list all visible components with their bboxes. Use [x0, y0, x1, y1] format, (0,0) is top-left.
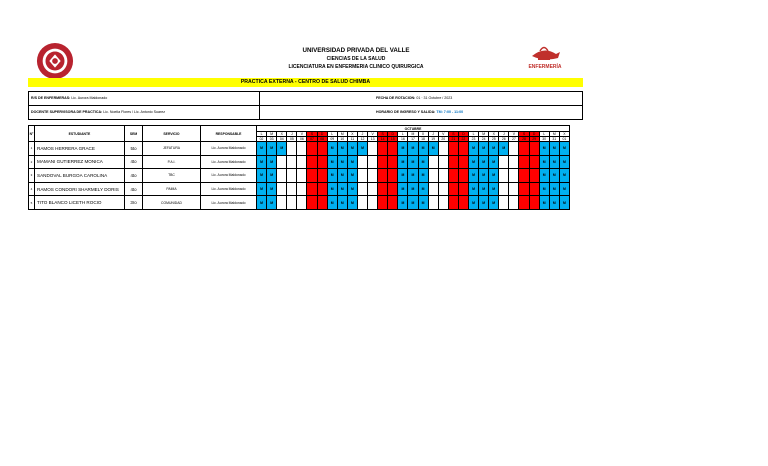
rest-day-cell: [448, 142, 458, 156]
shift-cell: M: [559, 169, 569, 183]
table-row: [29, 182, 570, 196]
empty-day-cell: [277, 155, 287, 169]
empty-day-cell: [357, 182, 367, 196]
rest-day-cell: [317, 142, 327, 156]
day-number: 02: [257, 137, 267, 142]
shift-cell: M: [559, 196, 569, 210]
rest-day-cell: [458, 155, 468, 169]
university-title: UNIVERSIDAD PRIVADA DEL VALLE: [302, 47, 410, 54]
empty-day-cell: [509, 196, 519, 210]
rest-day-cell: [317, 155, 327, 169]
shift-cell: M: [267, 182, 277, 196]
shift-cell: M: [347, 142, 357, 156]
rest-day-cell: [529, 142, 539, 156]
day-letter: M: [549, 132, 559, 137]
day-number: 26: [499, 137, 509, 142]
rest-day-cell: [448, 169, 458, 183]
empty-day-cell: [438, 196, 448, 210]
service-name: COMUNIDAD: [143, 196, 201, 210]
day-number: 01: [559, 137, 569, 142]
shift-cell: M: [539, 182, 549, 196]
service-name: TBC: [143, 169, 201, 183]
empty-day-cell: [277, 196, 287, 210]
day-letter: V: [438, 132, 448, 137]
row-number: 4: [29, 182, 35, 196]
shift-cell: M: [468, 169, 478, 183]
rest-day-cell: [307, 196, 317, 210]
rest-day-cell: [317, 182, 327, 196]
day-letter: D: [458, 132, 468, 137]
shift-cell: M: [468, 155, 478, 169]
rest-day-cell: [378, 142, 388, 156]
rest-day-cell: [458, 169, 468, 183]
date-value: 01 · 31 Octubre / 2023: [416, 96, 453, 100]
day-letter: M: [267, 132, 277, 137]
shift-cell: M: [337, 196, 347, 210]
shift-cell: M: [549, 169, 559, 183]
empty-day-cell: [357, 155, 367, 169]
empty-day-cell: [297, 142, 307, 156]
student-name: TITO BLANCO LICETH ROCIO: [35, 196, 125, 210]
shift-cell: M: [468, 142, 478, 156]
shift-cell: M: [347, 169, 357, 183]
day-number: 16: [398, 137, 408, 142]
student-name: RAMOS HERRERA GRACE: [35, 142, 125, 156]
shift-cell: M: [418, 182, 428, 196]
hours-label: HORARIO DE INGRESO Y SALIDA:: [376, 110, 436, 114]
shift-cell: M: [408, 169, 418, 183]
shift-cell: M: [257, 169, 267, 183]
hours-info: [376, 110, 463, 114]
empty-day-cell: [428, 155, 438, 169]
day-letter: X: [418, 132, 428, 137]
shift-cell: M: [489, 169, 499, 183]
day-number: 11: [347, 137, 357, 142]
shift-cell: M: [337, 155, 347, 169]
rest-day-cell: [529, 169, 539, 183]
service-name: P.A.I.: [143, 155, 201, 169]
shift-cell: M: [418, 155, 428, 169]
table-row: [29, 142, 570, 156]
responsible-name: Lic. Aurora Maldonado: [201, 196, 257, 210]
empty-day-cell: [287, 142, 297, 156]
responsible-name: Lic. Aurora Maldonado: [201, 155, 257, 169]
tutor-value: Lic. Aurora Maldonado: [71, 96, 108, 100]
row-number: 5: [29, 196, 35, 210]
rest-day-cell: [307, 169, 317, 183]
day-letter: L: [468, 132, 478, 137]
day-letter: D: [388, 132, 398, 137]
empty-day-cell: [499, 196, 509, 210]
empty-day-cell: [438, 155, 448, 169]
student-header: ESTUDIANTE: [35, 126, 125, 142]
student-semester: 4to: [125, 155, 143, 169]
shift-cell: M: [479, 196, 489, 210]
shift-cell: M: [327, 169, 337, 183]
rest-day-cell: [378, 182, 388, 196]
day-letter: V: [297, 132, 307, 137]
empty-day-cell: [438, 169, 448, 183]
student-name: SANDOVAL BURGOA CAROLINA: [35, 169, 125, 183]
day-number: 28: [519, 137, 529, 142]
empty-day-cell: [438, 182, 448, 196]
shift-cell: M: [489, 196, 499, 210]
day-letter: L: [539, 132, 549, 137]
day-number: 10: [337, 137, 347, 142]
day-number: 12: [357, 137, 367, 142]
day-letter: J: [499, 132, 509, 137]
day-letter: M: [408, 132, 418, 137]
shift-cell: M: [418, 169, 428, 183]
sem-header: SEM: [125, 126, 143, 142]
shift-cell: M: [539, 155, 549, 169]
service-name: JEFATURA: [143, 142, 201, 156]
day-number: 18: [418, 137, 428, 142]
empty-day-cell: [499, 182, 509, 196]
rest-day-cell: [378, 155, 388, 169]
row-number: 1: [29, 142, 35, 156]
shift-cell: M: [398, 182, 408, 196]
shift-cell: M: [559, 155, 569, 169]
rest-day-cell: [388, 155, 398, 169]
shift-cell: M: [398, 169, 408, 183]
shift-cell: M: [468, 182, 478, 196]
empty-day-cell: [509, 169, 519, 183]
rest-day-cell: [448, 155, 458, 169]
day-number: 17: [408, 137, 418, 142]
empty-day-cell: [509, 155, 519, 169]
practice-banner: PRACTICA EXTERNA - CENTRO DE SALUD CHIMBA: [28, 78, 583, 87]
rest-day-cell: [458, 182, 468, 196]
shift-cell: M: [257, 182, 267, 196]
day-number: 24: [479, 137, 489, 142]
day-letter: L: [327, 132, 337, 137]
shift-cell: M: [408, 155, 418, 169]
shift-cell: M: [257, 196, 267, 210]
day-number: 03: [267, 137, 277, 142]
day-letter: X: [277, 132, 287, 137]
shift-cell: M: [499, 142, 509, 156]
day-number: 23: [468, 137, 478, 142]
shift-cell: M: [559, 142, 569, 156]
shift-cell: M: [267, 155, 277, 169]
empty-day-cell: [357, 169, 367, 183]
responsible-name: Lic. Aurora Maldonado: [201, 182, 257, 196]
day-letter: M: [479, 132, 489, 137]
day-letter: S: [378, 132, 388, 137]
shift-cell: M: [398, 196, 408, 210]
rest-day-cell: [519, 196, 529, 210]
empty-day-cell: [428, 182, 438, 196]
empty-day-cell: [297, 196, 307, 210]
shift-cell: M: [327, 155, 337, 169]
shift-cell: M: [559, 182, 569, 196]
day-number: 20: [438, 137, 448, 142]
faculty-title: CIENCIAS DE LA SALUD: [326, 56, 386, 62]
shift-cell: M: [337, 169, 347, 183]
rest-day-cell: [317, 169, 327, 183]
day-letter: M: [337, 132, 347, 137]
shift-cell: M: [267, 142, 277, 156]
tutor-info: [31, 96, 107, 100]
day-number: 09: [327, 137, 337, 142]
shift-cell: M: [347, 182, 357, 196]
student-name: RAMOS CONDORI SHARMELY DORIS: [35, 182, 125, 196]
empty-day-cell: [297, 169, 307, 183]
day-number: 25: [489, 137, 499, 142]
day-letter: S: [448, 132, 458, 137]
shift-cell: M: [267, 196, 277, 210]
responsible-name: Lic. Aurora Maldonado: [201, 142, 257, 156]
shift-cell: M: [549, 155, 559, 169]
rest-day-cell: [378, 196, 388, 210]
shift-cell: M: [398, 155, 408, 169]
day-letter: L: [398, 132, 408, 137]
shift-cell: M: [408, 196, 418, 210]
day-letter: S: [307, 132, 317, 137]
shift-cell: M: [257, 155, 267, 169]
responsible-header: RESPONSABLE: [201, 126, 257, 142]
day-letter: X: [559, 132, 569, 137]
day-letter: D: [529, 132, 539, 137]
student-semester: 3ro: [125, 196, 143, 210]
day-letter: V: [509, 132, 519, 137]
date-label: FECHA DE ROTACION:: [376, 96, 416, 100]
shift-cell: M: [347, 155, 357, 169]
empty-day-cell: [297, 182, 307, 196]
rest-day-cell: [307, 182, 317, 196]
university-seal-logo: [36, 42, 74, 80]
empty-day-cell: [277, 169, 287, 183]
rest-day-cell: [519, 182, 529, 196]
shift-cell: M: [408, 182, 418, 196]
shift-cell: M: [327, 196, 337, 210]
row-number: 3: [29, 169, 35, 183]
docente-info: [31, 110, 165, 114]
empty-day-cell: [368, 155, 378, 169]
shift-cell: M: [327, 142, 337, 156]
day-number: 13: [368, 137, 378, 142]
shift-cell: M: [479, 169, 489, 183]
day-number: 21: [448, 137, 458, 142]
day-number: 05: [287, 137, 297, 142]
shift-cell: M: [337, 182, 347, 196]
student-semester: 4to: [125, 182, 143, 196]
day-letter: S: [519, 132, 529, 137]
rest-day-cell: [388, 169, 398, 183]
rest-day-cell: [529, 182, 539, 196]
rest-day-cell: [519, 142, 529, 156]
shift-cell: M: [277, 142, 287, 156]
shift-cell: M: [418, 196, 428, 210]
empty-day-cell: [277, 182, 287, 196]
rest-day-cell: [388, 182, 398, 196]
day-number: 14: [378, 137, 388, 142]
docente-value: Lic. Noelia Flores / Lic. Antonio Suarez: [103, 110, 166, 114]
empty-day-cell: [368, 182, 378, 196]
empty-day-cell: [297, 155, 307, 169]
empty-day-cell: [368, 169, 378, 183]
service-header: SERVICIO: [143, 126, 201, 142]
day-number: 22: [458, 137, 468, 142]
empty-day-cell: [428, 169, 438, 183]
shift-cell: M: [398, 142, 408, 156]
rest-day-cell: [519, 169, 529, 183]
shift-cell: M: [539, 196, 549, 210]
shift-cell: M: [479, 182, 489, 196]
empty-day-cell: [428, 196, 438, 210]
rest-day-cell: [317, 196, 327, 210]
rest-day-cell: [307, 142, 317, 156]
responsible-name: Lic. Aurora Maldonado: [201, 169, 257, 183]
row-number: 2: [29, 155, 35, 169]
student-name: MAMANI GUTIERREZ MONICA: [35, 155, 125, 169]
empty-day-cell: [287, 182, 297, 196]
shift-cell: M: [539, 169, 549, 183]
rest-day-cell: [448, 196, 458, 210]
rotation-schedule-table: [28, 125, 570, 210]
rest-day-cell: [307, 155, 317, 169]
empty-day-cell: [287, 169, 297, 183]
nursing-logo-text: ENFERMERÍA: [528, 64, 562, 70]
shift-cell: M: [408, 142, 418, 156]
docente-label: DOCENTE SUPERVISORA DE PRACTICA:: [31, 110, 103, 114]
rest-day-cell: [378, 169, 388, 183]
empty-day-cell: [368, 142, 378, 156]
shift-cell: M: [428, 142, 438, 156]
empty-day-cell: [509, 142, 519, 156]
day-letter: J: [357, 132, 367, 137]
day-number: 07: [307, 137, 317, 142]
day-letter: X: [347, 132, 357, 137]
shift-cell: M: [347, 196, 357, 210]
hours-value: TM: 7:00 - 11:00: [436, 110, 464, 114]
empty-day-cell: [509, 182, 519, 196]
nursing-lamp-logo: [520, 42, 568, 78]
shift-cell: M: [479, 155, 489, 169]
shift-cell: M: [549, 182, 559, 196]
student-semester: 5to: [125, 142, 143, 156]
shift-cell: M: [357, 142, 367, 156]
day-number: 30: [539, 137, 549, 142]
shift-cell: M: [549, 142, 559, 156]
program-title: LICENCIATURA EN ENFERMERIA CLINICO QUIRURGICA: [288, 64, 424, 70]
empty-day-cell: [368, 196, 378, 210]
rest-day-cell: [388, 196, 398, 210]
shift-cell: M: [468, 196, 478, 210]
rest-day-cell: [529, 196, 539, 210]
empty-day-cell: [287, 196, 297, 210]
rest-day-cell: [529, 155, 539, 169]
shift-cell: M: [549, 196, 559, 210]
day-number: 04: [277, 137, 287, 142]
rest-day-cell: [448, 182, 458, 196]
day-number: 08: [317, 137, 327, 142]
rest-day-cell: [458, 196, 468, 210]
day-number: 15: [388, 137, 398, 142]
day-letter: J: [428, 132, 438, 137]
day-letter: D: [317, 132, 327, 137]
date-info: [376, 96, 452, 100]
day-letter: J: [287, 132, 297, 137]
student-semester: 4to: [125, 169, 143, 183]
empty-day-cell: [357, 196, 367, 210]
rest-day-cell: [458, 142, 468, 156]
day-number: 06: [297, 137, 307, 142]
day-letter: L: [257, 132, 267, 137]
empty-day-cell: [438, 142, 448, 156]
month-header: OCTUBRE: [257, 126, 570, 132]
shift-cell: M: [539, 142, 549, 156]
day-number: 31: [549, 137, 559, 142]
shift-cell: M: [257, 142, 267, 156]
service-name: PAIMA: [143, 182, 201, 196]
table-row: [29, 196, 570, 210]
shift-cell: M: [489, 182, 499, 196]
table-row: [29, 169, 570, 183]
day-number: 29: [529, 137, 539, 142]
rest-day-cell: [388, 142, 398, 156]
empty-day-cell: [499, 155, 509, 169]
day-number: 27: [509, 137, 519, 142]
empty-day-cell: [499, 169, 509, 183]
table-row: [29, 155, 570, 169]
day-number: 19: [428, 137, 438, 142]
shift-cell: M: [337, 142, 347, 156]
shift-cell: M: [267, 169, 277, 183]
shift-cell: M: [489, 142, 499, 156]
num-header: N°: [29, 126, 35, 142]
day-letter: V: [368, 132, 378, 137]
shift-cell: M: [418, 142, 428, 156]
shift-cell: M: [479, 142, 489, 156]
shift-cell: M: [327, 182, 337, 196]
empty-day-cell: [287, 155, 297, 169]
tutor-label: R/S DE ENFERMERAS:: [31, 96, 71, 100]
rest-day-cell: [519, 155, 529, 169]
shift-cell: M: [489, 155, 499, 169]
day-letter: X: [489, 132, 499, 137]
info-box: [28, 91, 583, 120]
